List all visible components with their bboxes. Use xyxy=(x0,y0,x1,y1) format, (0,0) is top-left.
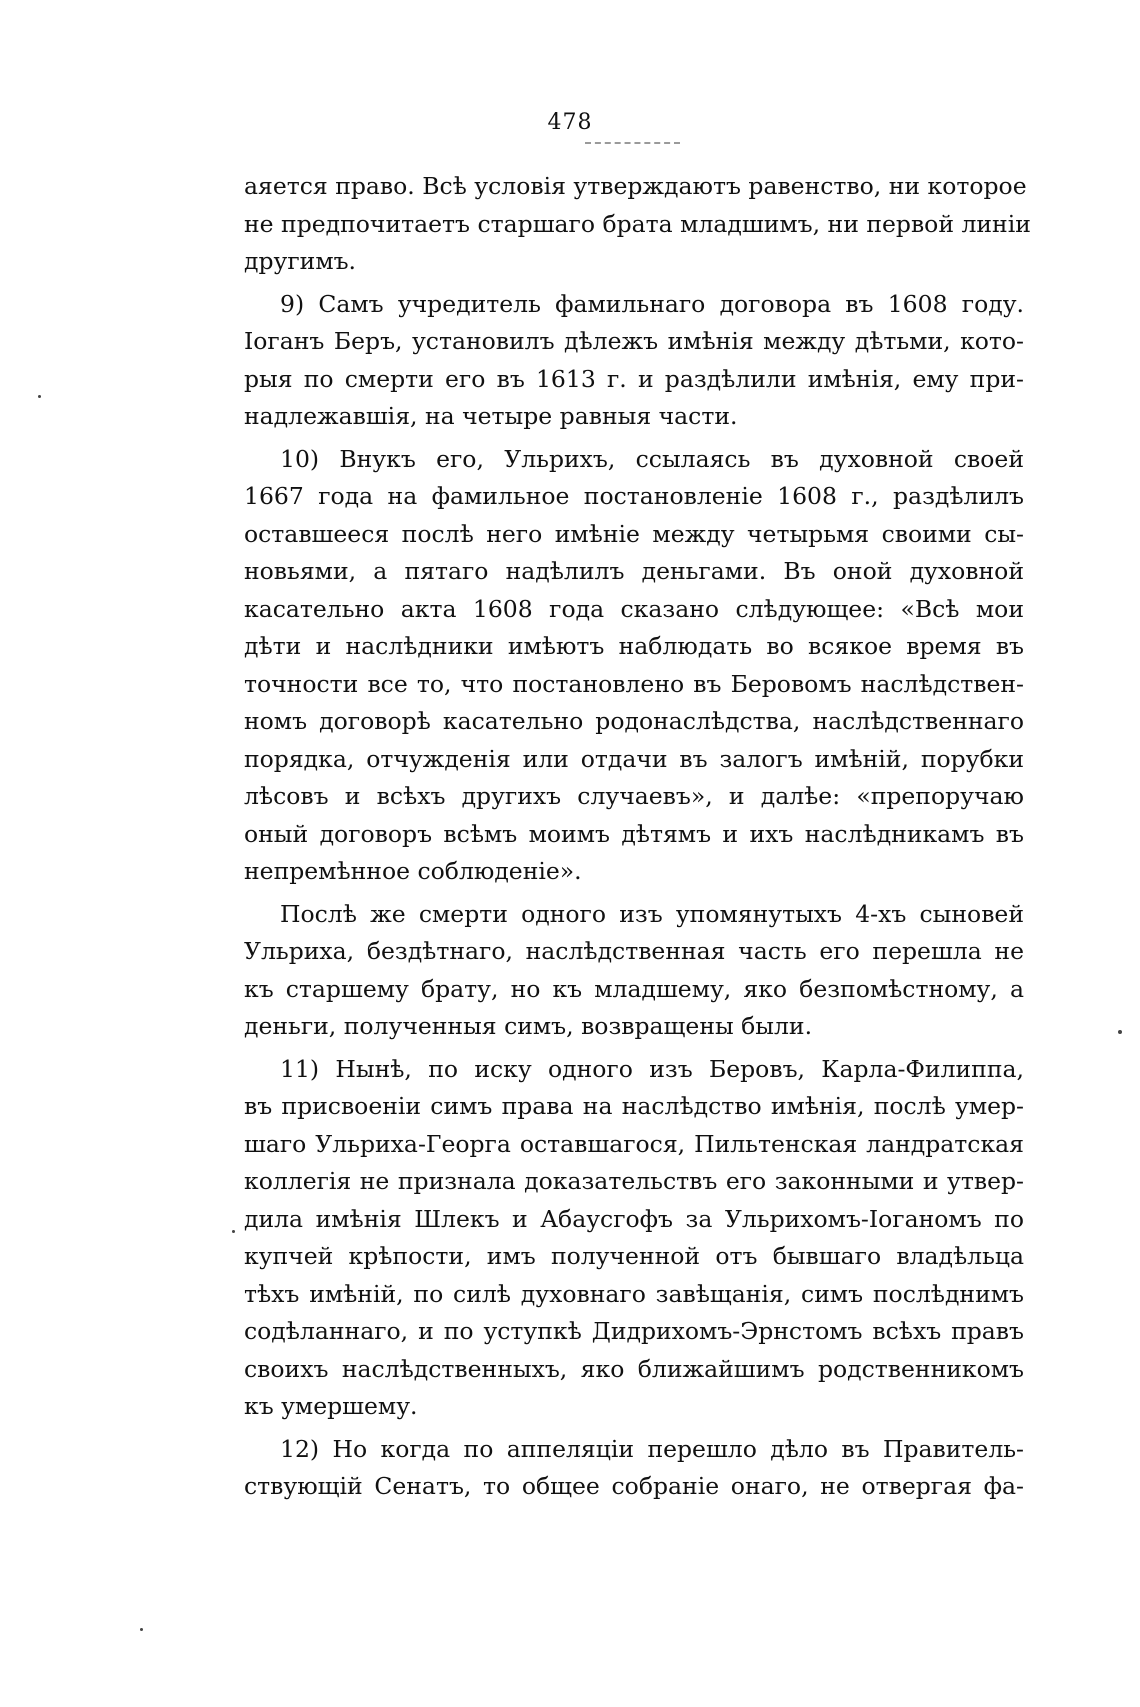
text-line: не предпочитаетъ старшаго брата младшимъ, ни первой линіи xyxy=(244,209,1031,238)
scan-speck xyxy=(232,1230,235,1233)
paragraph-10-first-line: 10) Внукъ его, Ульрихъ, ссылаясь въ духовной своей xyxy=(280,444,1024,473)
text-line: дила имѣнія Шлекъ и Абаусгофъ за Ульрихомъ-Іоганомъ по xyxy=(244,1204,1024,1233)
text-line: надлежавшія, на четыре равныя части. xyxy=(244,402,738,430)
text-line: новьями, а пятаго надѣлилъ деньгами. Въ оной духовной xyxy=(244,557,1024,585)
page-number: 478 xyxy=(547,110,593,135)
text-line: оставшееся послѣ него имѣніе между четырьмя своими сы- xyxy=(244,519,1024,548)
text-line: содѣланнаго, и по уступкѣ Дидрихомъ-Эрнстомъ всѣхъ правъ xyxy=(244,1317,1024,1345)
text-line: Іоганъ Беръ, установилъ дѣлежъ имѣнія между дѣтьми, кото- xyxy=(244,327,1024,355)
paragraph-12-first-line: 12) Но когда по аппеляціи перешло дѣло въ Правитель- xyxy=(280,1434,1024,1463)
scan-speck xyxy=(38,395,41,398)
text-line: купчей крѣпости, имъ полученной отъ бывшаго владѣльца xyxy=(244,1242,1024,1270)
text-line: Ульриха, бездѣтнаго, наслѣдственная часть его перешла не xyxy=(244,937,1024,965)
text-line: другимъ. xyxy=(244,247,357,275)
text-line: тѣхъ имѣній, по силѣ духовнаго завѣщанія, симъ послѣднимъ xyxy=(244,1279,1024,1308)
paragraph-after-death-first-line: Послѣ же смерти одного изъ упомянутыхъ 4-хъ сыновей xyxy=(280,899,1024,928)
text-line: аяется право. Всѣ условія утверждаютъ равенство, ни которое xyxy=(244,172,1027,200)
text-line: номъ договорѣ касательно родонаслѣдства, наслѣдственнаго xyxy=(244,707,1024,735)
paragraph-9-first-line: 9) Самъ учредитель фамильнаго договора въ 1608 году. xyxy=(280,289,1024,318)
text-line: лѣсовъ и всѣхъ другихъ случаевъ», и далѣе: «препоручаю xyxy=(244,782,1024,810)
text-line: касательно акта 1608 года сказано слѣдующее: «Всѣ мои xyxy=(244,594,1024,623)
text-line: шаго Ульриха-Георга оставшагося, Пильтенская ландратская xyxy=(244,1129,1024,1158)
text-line: къ умершему. xyxy=(244,1392,418,1420)
text-line: оный договоръ всѣмъ моимъ дѣтямъ и ихъ наслѣдникамъ въ xyxy=(244,819,1024,848)
text-line: рыя по смерти его въ 1613 г. и раздѣлили имѣнія, ему при- xyxy=(244,364,1024,393)
body-text xyxy=(244,168,1031,1506)
text-line: ствующій Сенатъ, то общее собраніе онаго, не отвергая фа- xyxy=(244,1472,1024,1500)
text-line: къ старшему брату, но къ младшему, яко безпомѣстному, а xyxy=(244,974,1024,1003)
text-line: непремѣнное соблюденіе». xyxy=(244,857,582,885)
text-line: своихъ наслѣдственныхъ, яко ближайшимъ родственникомъ xyxy=(244,1354,1024,1383)
scan-speck xyxy=(140,1628,143,1631)
text-line: 1667 года на фамильное постановленіе 1608 г., раздѣлилъ xyxy=(244,482,1024,510)
scan-speck xyxy=(1118,1030,1122,1034)
text-line: дѣти и наслѣдники имѣютъ наблюдать во всякое время въ xyxy=(244,632,1024,660)
text-line: коллегія не признала доказательствъ его законными и утвер- xyxy=(244,1167,1024,1195)
text-line: деньги, полученныя симъ, возвращены были. xyxy=(244,1012,813,1040)
text-line: порядка, отчужденія или отдачи въ залогъ имѣній, порубки xyxy=(244,744,1024,773)
text-line: точности все то, что постановлено въ Беровомъ наслѣдствен- xyxy=(244,669,1024,698)
text-line: въ присвоеніи симъ права на наслѣдство имѣнія, послѣ умер- xyxy=(244,1092,1024,1120)
paragraph-11-first-line: 11) Нынѣ, по иску одного изъ Беровъ, Карла-Филиппа, xyxy=(280,1054,1024,1083)
page-number-rule xyxy=(585,142,680,144)
